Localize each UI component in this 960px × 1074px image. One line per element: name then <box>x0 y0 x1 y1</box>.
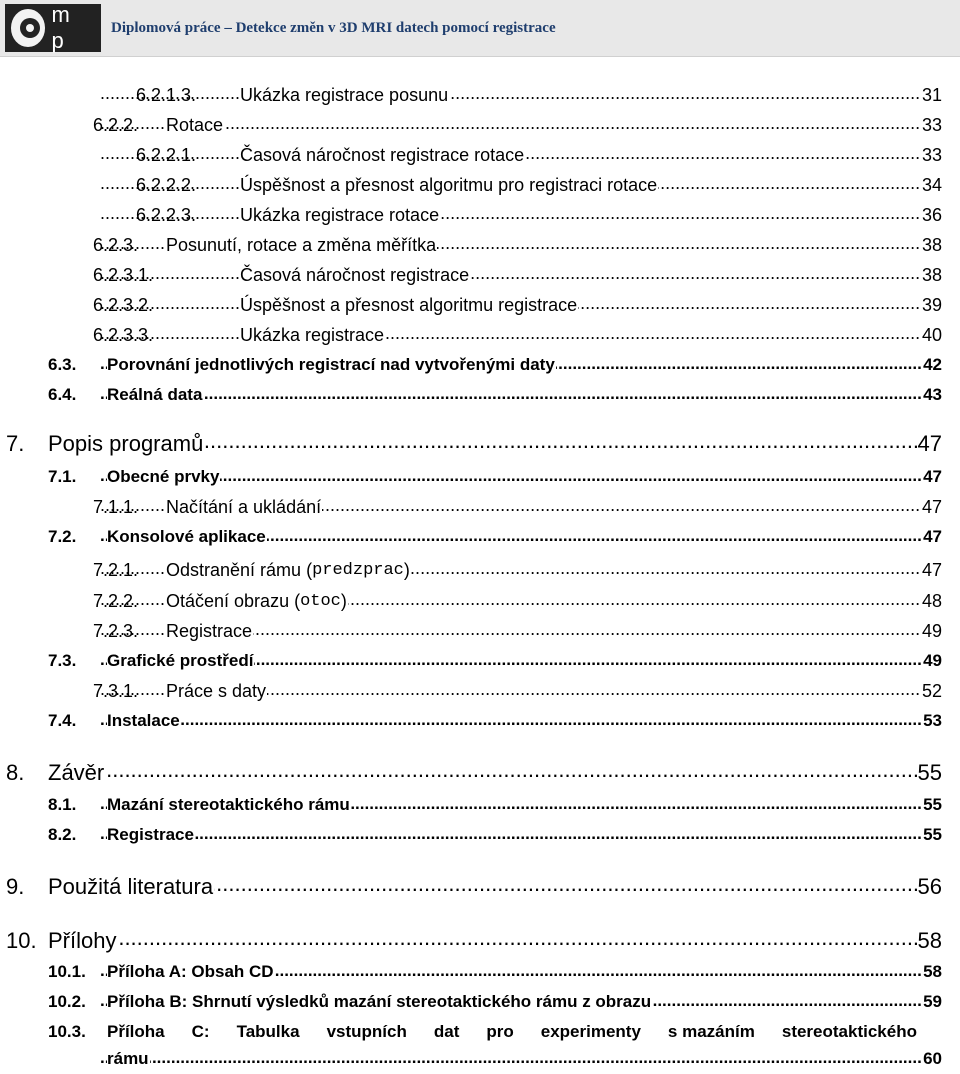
toc-entry[interactable] <box>0 522 960 552</box>
toc-entry[interactable] <box>0 170 960 200</box>
toc-title[interactable]: Přílohy <box>48 924 117 958</box>
toc-title[interactable]: Posunutí, rotace a změna měřítka <box>166 230 437 260</box>
toc-entry[interactable] <box>0 987 960 1017</box>
toc-leader <box>100 427 942 461</box>
toc-leader <box>100 200 942 230</box>
toc-number: 7.1. <box>48 467 77 486</box>
toc-entry[interactable] <box>0 380 960 410</box>
toc-number: 9. <box>6 874 25 899</box>
toc-page[interactable]: 55 <box>922 790 942 820</box>
toc-page[interactable]: 34 <box>921 170 942 200</box>
toc-number: 6.2.3.1. <box>93 264 154 285</box>
toc-page[interactable]: 52 <box>921 676 942 706</box>
toc-title-word: stereotaktického <box>781 1022 917 1041</box>
toc-title[interactable]: Ukázka registrace rotace <box>240 200 440 230</box>
toc-number: 7. <box>6 431 25 456</box>
toc-title-text: ) <box>340 590 347 611</box>
toc-leader <box>100 380 942 410</box>
toc-title[interactable]: Reálná data <box>107 380 203 410</box>
toc-page[interactable]: 48 <box>921 586 942 616</box>
toc-leader <box>100 756 942 790</box>
toc-title[interactable]: Mazání stereotaktického rámu <box>107 790 351 820</box>
toc-title[interactable]: Časová náročnost registrace rotace <box>240 140 525 170</box>
toc-title[interactable]: Konsolové aplikace <box>107 522 267 552</box>
toc-page[interactable]: 36 <box>921 200 942 230</box>
toc-title-word: vstupních <box>326 1022 407 1041</box>
toc-title[interactable]: Grafické prostředí <box>107 646 254 676</box>
toc-title[interactable]: Načítání a ukládání <box>166 492 322 522</box>
toc-number: 8.1. <box>48 795 77 814</box>
toc-entry-wrapped-line1[interactable] <box>0 1017 960 1047</box>
toc-chapter[interactable] <box>0 427 960 461</box>
toc-page[interactable]: 59 <box>922 987 942 1017</box>
toc-title[interactable] <box>107 1017 918 1047</box>
toc-title[interactable]: Příloha B: Shrnutí výsledků mazání stereotaktického rámu z obrazu <box>107 987 652 1017</box>
toc-chapter[interactable] <box>0 870 960 904</box>
toc-title[interactable]: Závěr <box>48 756 105 790</box>
toc-page[interactable]: 60 <box>922 1044 942 1074</box>
toc-title[interactable]: Popis programů <box>48 427 204 461</box>
toc-title[interactable]: Registrace <box>166 616 253 646</box>
toc-number: 6.2.1.3. <box>136 84 197 105</box>
toc-entry[interactable] <box>0 110 960 140</box>
toc-title-word: Tabulka <box>236 1022 300 1041</box>
page-header <box>0 0 960 57</box>
toc-entry[interactable] <box>0 462 960 492</box>
toc-page[interactable]: 47 <box>922 522 942 552</box>
toc-number: 6.2.2.3. <box>136 204 197 225</box>
toc-number: 10.3. <box>48 1022 86 1041</box>
toc-entry[interactable] <box>0 140 960 170</box>
toc-entry[interactable] <box>0 290 960 320</box>
toc-title[interactable]: Úspěšnost a přesnost algoritmu registrace <box>240 290 578 320</box>
toc-entry[interactable] <box>0 200 960 230</box>
toc-entry[interactable] <box>0 586 960 616</box>
toc-title[interactable]: Instalace <box>107 706 181 736</box>
toc-number: 6.2.2.1. <box>136 144 197 165</box>
toc-leader <box>100 706 942 736</box>
toc-title-word: C: <box>191 1022 210 1041</box>
toc-number: 10.1. <box>48 962 86 981</box>
toc-title[interactable] <box>166 586 348 616</box>
toc-page[interactable]: 47 <box>917 427 942 461</box>
toc-page[interactable]: 43 <box>922 380 942 410</box>
toc-entry[interactable] <box>0 676 960 706</box>
toc-title-word: dat <box>433 1022 460 1041</box>
toc-title[interactable]: Obecné prvky <box>107 462 220 492</box>
toc-entry[interactable] <box>0 555 960 585</box>
toc-leader <box>100 110 942 140</box>
toc-number: 6.4. <box>48 385 77 404</box>
toc-page[interactable]: 49 <box>921 616 942 646</box>
toc-page[interactable]: 55 <box>922 820 942 850</box>
toc-title-code: otoc <box>300 591 341 611</box>
toc-number: 6.2.2.2. <box>136 174 197 195</box>
toc-title-word: Příloha <box>107 1022 165 1041</box>
toc-page[interactable]: 58 <box>917 924 942 958</box>
toc-page[interactable]: 47 <box>921 492 942 522</box>
toc-entry[interactable] <box>0 646 960 676</box>
toc-number: 7.3. <box>48 651 77 670</box>
toc-title[interactable]: Úspěšnost a přesnost algoritmu pro registraci rotace <box>240 170 658 200</box>
toc-number: 10. <box>6 928 37 953</box>
toc-title[interactable]: Příloha A: Obsah CD <box>107 957 275 987</box>
toc-title-text: ) <box>403 559 410 580</box>
toc-title[interactable]: Práce s daty <box>166 676 267 706</box>
toc-leader <box>100 260 942 290</box>
toc-page[interactable]: 39 <box>921 290 942 320</box>
toc-title-word: s mazáním <box>667 1022 755 1041</box>
toc-number: 6.2.3.2. <box>93 294 154 315</box>
toc-title-word: pro <box>486 1022 514 1041</box>
toc-entry[interactable] <box>0 790 960 820</box>
toc-entry[interactable] <box>0 260 960 290</box>
toc-title[interactable]: Rotace <box>166 110 224 140</box>
toc-title[interactable]: Ukázka registrace <box>240 320 385 350</box>
toc-title[interactable]: Porovnání jednotlivých registrací nad vytvořenými daty <box>107 350 556 380</box>
logo-emblem-icon <box>11 9 45 47</box>
toc-title[interactable] <box>166 555 411 585</box>
toc-entry[interactable] <box>0 80 960 110</box>
toc-page[interactable]: 38 <box>921 260 942 290</box>
toc-number: 7.2.3. <box>93 620 139 641</box>
toc-number: 7.2.1. <box>93 559 139 580</box>
toc-leader <box>100 820 942 850</box>
toc-leader <box>100 80 942 110</box>
toc-leader <box>100 870 942 904</box>
toc-page[interactable]: 42 <box>922 350 942 380</box>
toc-page[interactable]: 33 <box>921 110 942 140</box>
institution-logo <box>5 4 101 52</box>
toc-number: 6.3. <box>48 355 77 374</box>
toc-number: 6.2.3. <box>93 234 139 255</box>
toc-number: 10.2. <box>48 992 86 1011</box>
toc-page[interactable]: 47 <box>922 462 942 492</box>
toc-entry[interactable] <box>0 350 960 380</box>
toc-title[interactable]: Časová náročnost registrace <box>240 260 470 290</box>
toc-entry[interactable] <box>0 957 960 987</box>
toc-leader <box>100 1044 942 1074</box>
toc-page[interactable]: 38 <box>921 230 942 260</box>
toc-page[interactable]: 55 <box>917 756 942 790</box>
toc-title[interactable]: Ukázka registrace posunu <box>240 80 449 110</box>
toc-number: 7.1.1. <box>93 496 139 517</box>
toc-chapter[interactable] <box>0 924 960 958</box>
toc-leader <box>100 462 942 492</box>
toc-page[interactable]: 53 <box>922 706 942 736</box>
logo-letters: m p <box>51 2 76 53</box>
toc-title-code: predzprac <box>312 560 404 580</box>
toc-number: 6.2.2. <box>93 114 139 135</box>
toc-entry[interactable] <box>0 320 960 350</box>
toc-number: 7.2. <box>48 527 77 546</box>
toc-title-word: experimenty <box>540 1022 641 1041</box>
toc-title[interactable]: Použitá literatura <box>48 870 214 904</box>
toc-entry[interactable] <box>0 820 960 850</box>
toc-number: 8.2. <box>48 825 77 844</box>
toc-number: 7.4. <box>48 711 77 730</box>
header-title: Diplomová práce – Detekce změn v 3D MRI datech pomocí registrace <box>111 20 556 36</box>
toc-title-continuation[interactable]: rámu <box>107 1044 150 1074</box>
toc-page[interactable]: 31 <box>921 80 942 110</box>
toc-page[interactable]: 33 <box>921 140 942 170</box>
toc-leader <box>100 924 942 958</box>
toc-title-text: Odstranění rámu ( <box>166 559 313 580</box>
toc-entry-wrapped-line2[interactable] <box>0 1044 960 1074</box>
toc-leader <box>100 320 942 350</box>
toc-number: 6.2.3.3. <box>93 324 154 345</box>
toc-page[interactable]: 49 <box>922 646 942 676</box>
toc-number: 8. <box>6 760 25 785</box>
toc-page[interactable]: 56 <box>917 870 942 904</box>
toc-title-text: Otáčení obrazu ( <box>166 590 301 611</box>
toc-number: 7.2.2. <box>93 590 139 611</box>
toc-entry[interactable] <box>0 230 960 260</box>
toc-entry[interactable] <box>0 616 960 646</box>
toc-entry[interactable] <box>0 492 960 522</box>
toc-title[interactable]: Registrace <box>107 820 195 850</box>
toc-page[interactable]: 40 <box>921 320 942 350</box>
toc-page[interactable]: 58 <box>922 957 942 987</box>
toc-number: 7.3.1. <box>93 680 139 701</box>
toc-chapter[interactable] <box>0 756 960 790</box>
toc-page[interactable]: 47 <box>921 555 942 585</box>
toc-entry[interactable] <box>0 706 960 736</box>
